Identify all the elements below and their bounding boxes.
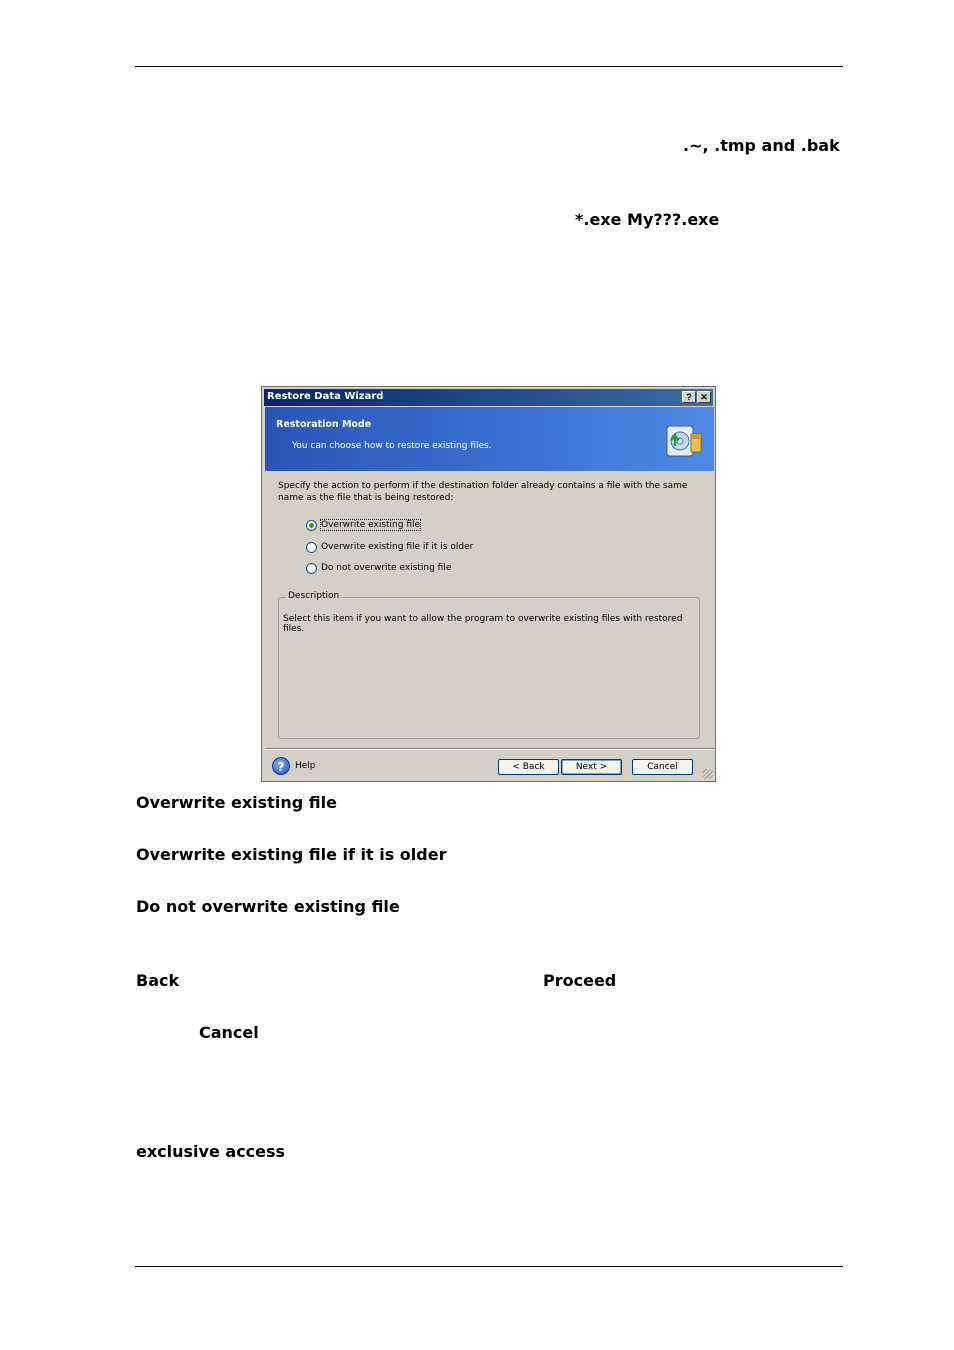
back-text: Back <box>136 971 180 990</box>
label-overwrite-existing: Overwrite existing file <box>136 793 337 812</box>
label-overwrite-if-older: Overwrite existing file if it is older <box>136 845 447 864</box>
footer-separator <box>265 748 714 750</box>
restore-wizard-icon <box>661 418 705 462</box>
footer-rule <box>135 1266 843 1267</box>
radio-overwrite-if-older[interactable] <box>306 542 317 553</box>
option-overwrite[interactable] <box>306 518 420 532</box>
back-button[interactable]: < Back <box>498 759 559 775</box>
proceed-text: Proceed <box>543 971 617 990</box>
option-overwrite-if-older[interactable] <box>306 540 473 554</box>
temp-extensions-text: .~, .tmp and .bak <box>683 136 840 155</box>
description-group <box>278 591 700 739</box>
dialog-title: Restore Data Wizard <box>267 391 384 402</box>
restore-data-wizard-dialog <box>261 386 716 782</box>
resize-grip[interactable] <box>703 769 713 779</box>
help-link[interactable]: Help <box>295 761 316 771</box>
help-icon[interactable]: ? <box>272 757 290 775</box>
exclusive-access-text: exclusive access <box>136 1142 286 1161</box>
title-close-button[interactable]: ✕ <box>697 391 711 403</box>
header-subtitle: You can choose how to restore existing files. <box>292 441 492 451</box>
header-rule <box>135 66 843 67</box>
next-button[interactable]: Next > <box>561 759 622 775</box>
option-do-not-overwrite-label: Do not overwrite existing file <box>321 563 452 573</box>
option-overwrite-label: Overwrite existing file <box>321 520 421 530</box>
option-do-not-overwrite[interactable] <box>306 561 451 575</box>
description-text: Select this item if you want to allow the program to overwrite existing files with restored files. <box>283 614 683 634</box>
description-legend: Description <box>288 591 340 601</box>
radio-overwrite[interactable] <box>306 520 317 531</box>
mask-examples-text: *.exe My???.exe <box>575 210 720 229</box>
radio-do-not-overwrite[interactable] <box>306 563 317 574</box>
cancel-text: Cancel <box>199 1023 259 1042</box>
label-do-not-overwrite: Do not overwrite existing file <box>136 897 400 916</box>
title-help-button[interactable]: ? <box>682 391 696 403</box>
title-bar <box>264 389 713 406</box>
instruction-text: Specify the action to perform if the destination folder already contains a file with the same name as the file that is being restored: <box>278 481 688 503</box>
wizard-header <box>265 407 714 471</box>
header-title: Restoration Mode <box>276 419 372 430</box>
option-overwrite-if-older-label: Overwrite existing file if it is older <box>321 542 474 552</box>
cancel-button[interactable]: Cancel <box>632 759 693 775</box>
